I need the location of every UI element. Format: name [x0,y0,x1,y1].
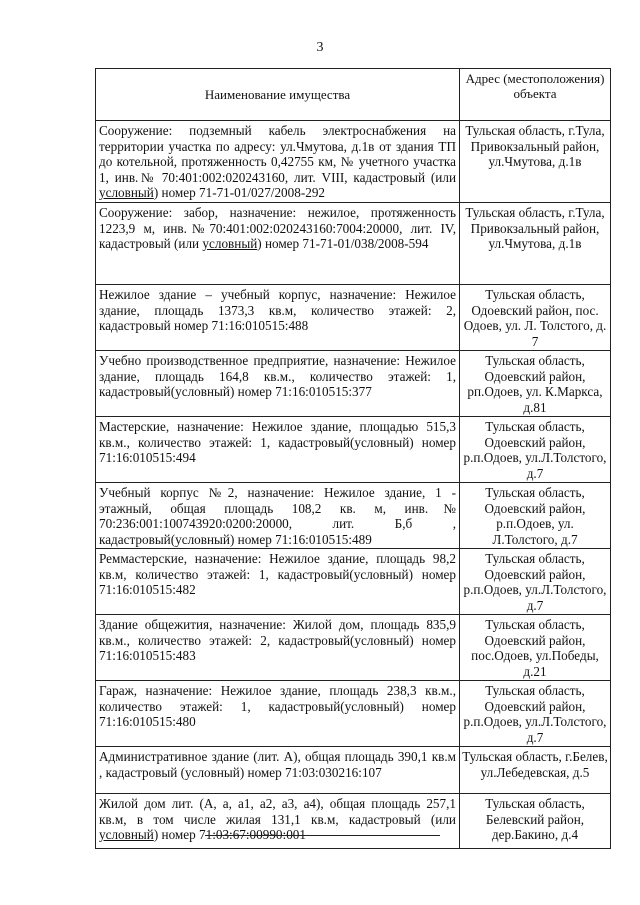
property-address-cell: Тульская область, г.Тула, Привокзальный район, ул.Чмутова, д.1в [460,203,611,285]
property-address-cell: Тульская область, Одоевский район, пос. Одоев, ул. Л. Толстого, д. 7 [460,285,611,351]
property-name-cell: Здание общежития, назначение: Жилой дом, площадь 835,9 кв.м., количество этажей: 2, кадастровый(условный) номер 71:16:010515:483 [96,615,460,681]
property-name-cell: Реммастерские, назначение: Нежилое здание, площадь 98,2 кв.м, количество этажей: 1, кадастровый(условный) номер 71:16:010515:482 [96,549,460,615]
property-name-cell: Административное здание (лит. А), общая площадь 390,1 кв.м , кадастровый (условный) номер 71:03:030216:107 [96,747,460,794]
table-row [96,203,611,285]
property-address-cell: Тульская область, Одоевский район, р.п.Одоев, ул.Л.Толстого, д.7 [460,549,611,615]
page-number: 3 [316,40,324,55]
property-name-cell: Жилой дом лит. (А, а, а1, а2, а3, а4), общая площадь 257,1 кв.м, в том числе жилая 131,1 кв.м, кадастровый (или условный) номер 71:03:67:00990:001 [96,794,460,849]
table-row [96,121,611,203]
property-address-cell: Тульская область, г.Тула, Привокзальный район, ул.Чмутова, д.1в [460,121,611,203]
property-address-cell: Тульская область, Одоевский район, рп.Одоев, ул. К.Маркса, д.81 [460,351,611,417]
table-row [96,615,611,681]
table-row [96,549,611,615]
property-name-cell: Учебно производственное предприятие, назначение: Нежилое здание, площадь 164,8 кв.м., количество этажей: 1, кадастровый(условный) номер 71:16:010515:377 [96,351,460,417]
property-name-cell: Мастерские, назначение: Нежилое здание, площадью 515,3 кв.м., количество этажей: 1, кадастровый(условный) номер 71:16:010515:494 [96,417,460,483]
property-address-cell: Тульская область, Белевский район, дер.Бакино, д.4 [460,794,611,849]
header-address: Адрес (местоположения) объекта [460,69,611,121]
property-name-cell: Сооружение: подземный кабель электроснабжения на территории участка по адресу: ул.Чмутова, д.1в от здания ТП до котельной, протяженность 0,42755 км, № учетного участка 1, инв.№ 70:401:002:020243160, лит. VIII, кадастровый (или условный) номер 71-71-01/027/2008-292 [96,121,460,203]
table-row [96,351,611,417]
header-property-name: Наименование имущества [96,69,460,121]
table-row [96,794,611,849]
property-name-cell: Сооружение: забор, назначение: нежилое, протяженность 1223,9 м, инв.№70:401:002:020243160:7004:20000, лит. IV, кадастровый (или условный) номер 71-71-01/038/2008-594 [96,203,460,285]
property-name-cell: Учебный корпус №2, назначение: Нежилое здание, 1 - этажный, общая площадь 108,2 кв. м, инв.№ 70:236:001:100743920:0200:20000, лит. Б,б , кадастровый(условный) номер 71:16:010515:489 [96,483,460,549]
property-address-cell: Тульская область, Одоевский район, р.п.Одоев, ул.Л.Толстого, д.7 [460,681,611,747]
table-row [96,285,611,351]
property-table [95,68,611,849]
property-name-cell: Гараж, назначение: Нежилое здание, площадь 238,3 кв.м., количество этажей: 1, кадастровый(условный) номер 71:16:010515:480 [96,681,460,747]
table-header-row [96,69,611,121]
property-address-cell: Тульская область, Одоевский район, пос.Одоев, ул.Победы, д.21 [460,615,611,681]
property-address-cell: Тульская область, Одоевский район, р.п.Одоев, ул. Л.Толстого, д.7 [460,483,611,549]
table-row [96,417,611,483]
property-address-cell: Тульская область, г.Белев, ул.Лебедевская, д.5 [460,747,611,794]
bottom-divider [205,835,440,836]
table-row [96,483,611,549]
property-address-cell: Тульская область, Одоевский район, р.п.Одоев, ул.Л.Толстого, д.7 [460,417,611,483]
table-row [96,747,611,794]
table-row [96,681,611,747]
property-name-cell: Нежилое здание – учебный корпус, назначение: Нежилое здание, площадь 1373,3 кв.м, количество этажей: 2, кадастровый номер 71:16:010515:488 [96,285,460,351]
